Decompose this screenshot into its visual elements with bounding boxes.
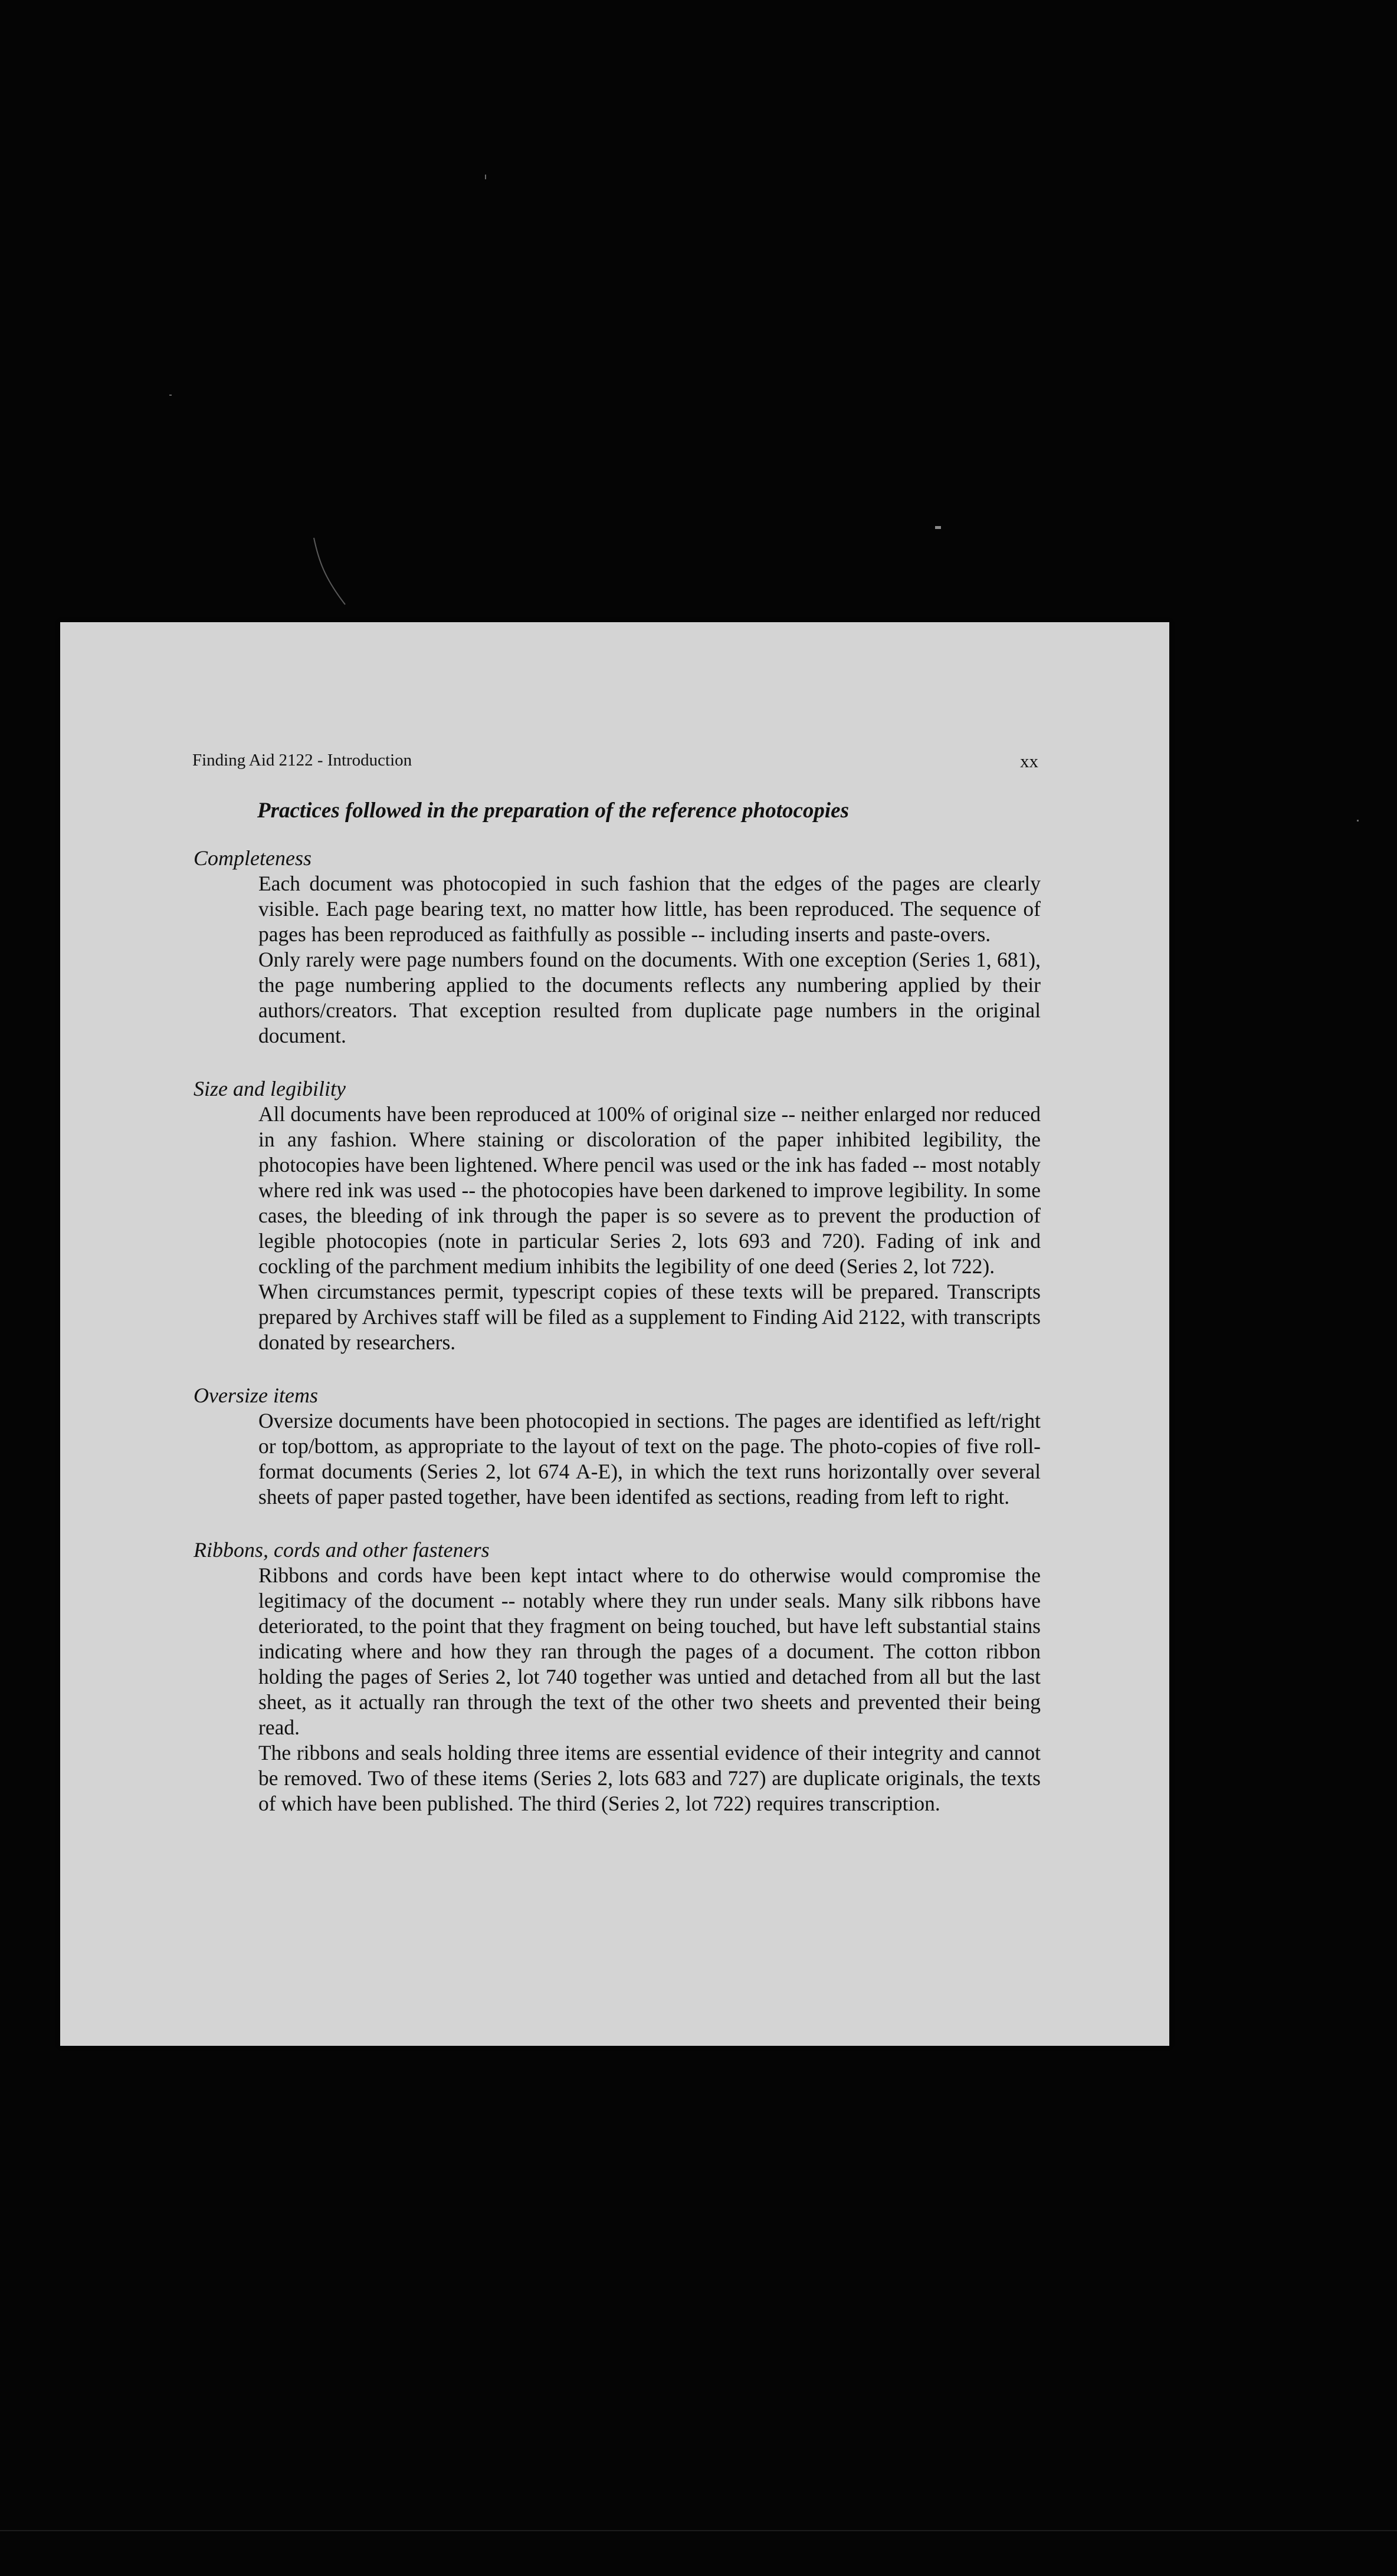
section-body (258, 1408, 1041, 1510)
main-heading: Practices followed in the preparation of the reference photocopies (257, 799, 849, 823)
scan-speck (485, 175, 486, 179)
scan-artifact (313, 537, 348, 607)
section-ribbons-cords-fasteners (194, 1537, 1041, 1816)
paragraph: Only rarely were page numbers found on the documents. With one exception (Series 1, 681), the page numbering applied to the documents reflects any numbering applied by their authors/creators. That exception resulted from duplicate page numbers in the original document. (258, 948, 1041, 1047)
paragraph: Ribbons and cords have been kept intact where to do otherwise would compromise the legitimacy of the document -- notably where they run under seals. Many silk ribbons have deteriorated, to the point that they fragment on being touched, but have left substantial stains indicating where and how they ran through the pages of a document. The cotton ribbon holding the pages of Series 2, lot 740 together was untied and detached from all but the last sheet, as it actually ran through the text of the other two sheets and prevented their being read. (258, 1563, 1041, 1739)
document-page (60, 622, 1169, 2046)
section-size-and-legibility (194, 1076, 1041, 1355)
document-body (194, 845, 1041, 1844)
section-completeness (194, 845, 1041, 1049)
running-head-title: Finding Aid 2122 - Introduction (192, 751, 412, 770)
scan-speck (169, 395, 172, 396)
running-head (192, 751, 1038, 772)
section-title: Completeness (194, 846, 311, 870)
paragraph: The ribbons and seals holding three items are essential evidence of their integrity and cannot be removed. Two of these items (Series 2, lots 683 and 727) are duplicate originals, the texts of which have been published. The third (Series 2, lot 722) requires transcription. (258, 1741, 1041, 1815)
section-title: Oversize items (194, 1384, 318, 1407)
section-title: Ribbons, cords and other fasteners (194, 1538, 490, 1562)
paragraph: All documents have been reproduced at 100% of original size -- neither enlarged nor reduced in any fashion. Where staining or discoloration of the paper inhibited legibility, the photocopies have been lightened. Where pencil was used or the ink has faded -- most notably where red ink was used -- the photocopies have been darkened to improve legibility. In some cases, the bleeding of ink through the paper is so severe as to prevent the production of legible photocopies (note in particular Series 2, lots 693 and 720). Fading of ink and cockling of the parchment medium inhibits the legibility of one deed (Series 2, lot 722). (258, 1102, 1041, 1278)
section-body (258, 1102, 1041, 1355)
section-body (258, 1563, 1041, 1816)
scan-speck (935, 526, 941, 529)
page-number: xx (1020, 751, 1038, 771)
section-body (258, 871, 1041, 1049)
scan-edge-line (0, 2530, 1397, 2531)
paragraph: Each document was photocopied in such fashion that the edges of the pages are clearly visible. Each page bearing text, no matter how little, has been reproduced. The sequence of pages has been reproduced as faithfully as possible -- including inserts and paste-overs. (258, 872, 1041, 946)
section-oversize-items (194, 1382, 1041, 1510)
scan-speck (1357, 820, 1359, 822)
paragraph: Oversize documents have been photocopied in sections. The pages are identified as left/right or top/bottom, as appropriate to the layout of text on the page. The photo-copies of five roll-format documents (Series 2, lot 674 A-E), in which the text runs horizontally over several sheets of paper pasted together, have been identifed as sections, reading from left to right. (258, 1409, 1041, 1509)
paragraph: When circumstances permit, typescript copies of these texts will be prepared. Transcripts prepared by Archives staff will be filed as a supplement to Finding Aid 2122, with transcripts donated by researchers. (258, 1280, 1041, 1354)
section-title: Size and legibility (194, 1077, 346, 1100)
